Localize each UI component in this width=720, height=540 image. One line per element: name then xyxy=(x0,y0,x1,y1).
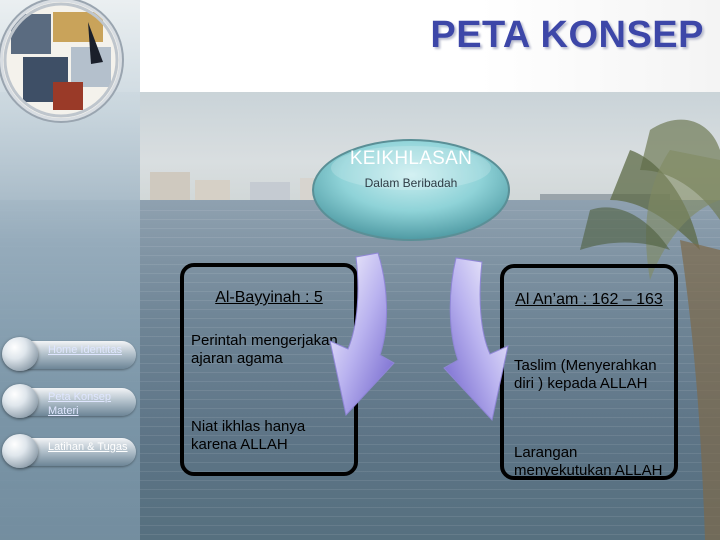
logo-collage-icon xyxy=(3,2,119,118)
arrow-down-left-icon xyxy=(316,245,396,425)
page-title: PETA KONSEP xyxy=(430,14,704,56)
nav-ball-icon xyxy=(2,434,38,468)
nav-button-home[interactable] xyxy=(0,333,140,373)
concept-title: KEIKHLASAN xyxy=(349,148,473,169)
nav-ball-icon xyxy=(2,337,38,371)
concept-label xyxy=(311,148,511,190)
left-box-item: Perintah mengerjakan ajaran agama xyxy=(191,332,338,367)
arrow-down-right-icon xyxy=(440,252,520,432)
left-box-title[interactable]: Al-Bayyinah : 5 xyxy=(215,289,323,306)
nav-button-latihan[interactable] xyxy=(0,430,140,470)
nav-label-home[interactable]: Home Identitas xyxy=(48,344,122,356)
nav-button-peta-konsep[interactable] xyxy=(0,380,140,420)
nav-label-peta-konsep[interactable]: Peta Konsep Materi xyxy=(48,391,111,417)
concept-subtitle: Dalam Beribadah xyxy=(364,176,458,190)
nav-label-latihan[interactable]: Latihan & Tugas xyxy=(48,441,128,453)
right-box-title[interactable]: Al An’am : 162 – 163 xyxy=(515,291,663,308)
nav-ball-icon xyxy=(2,384,38,418)
right-box-item: Taslim (Menyerahkan diri ) kepada ALLAH xyxy=(514,357,657,392)
right-box-item: Larangan menyekutukan ALLAH xyxy=(514,444,663,479)
left-box-item: Niat ikhlas hanya karena ALLAH xyxy=(191,418,306,453)
